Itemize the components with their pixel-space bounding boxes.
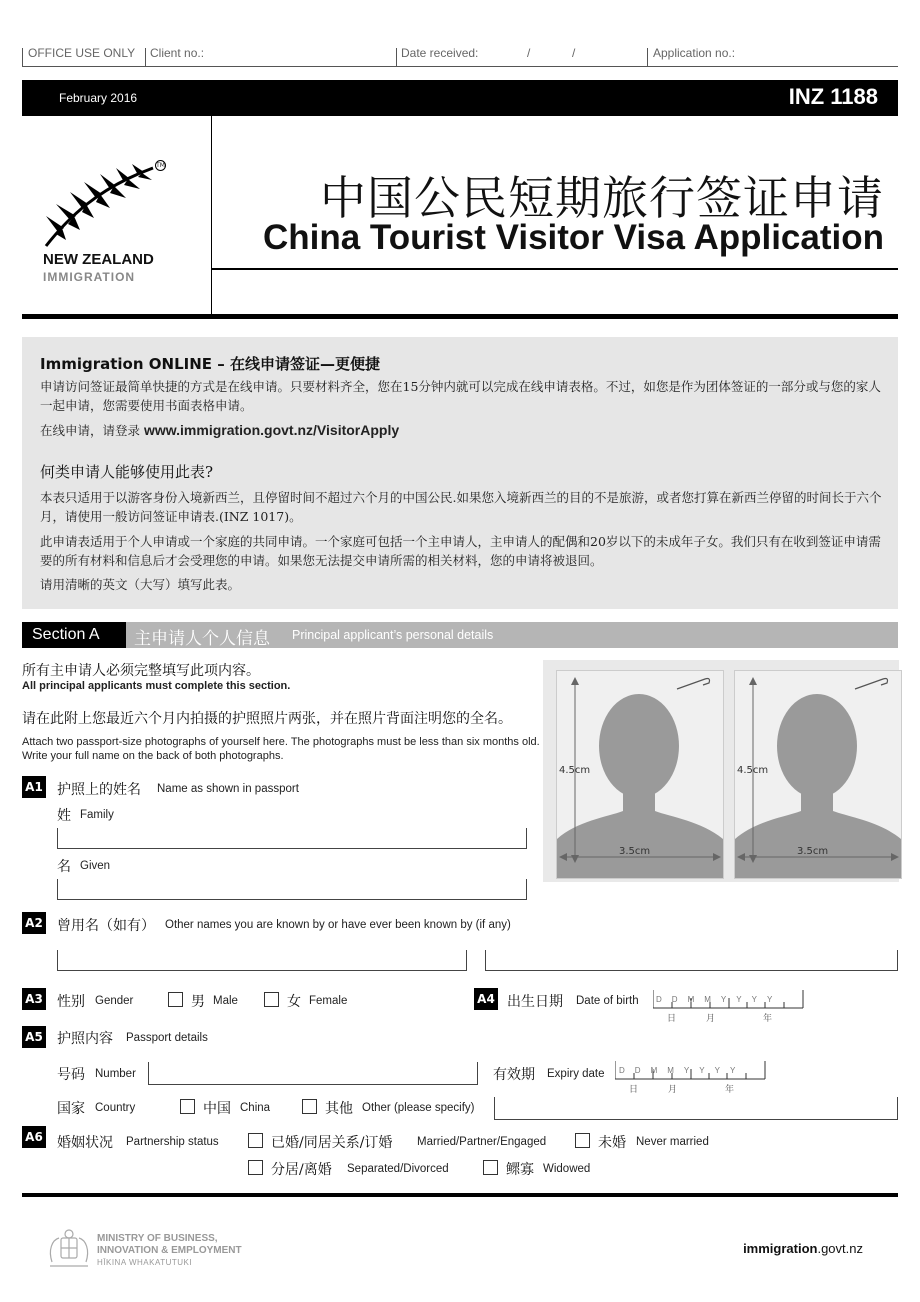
photo-height-label: 4.5cm xyxy=(737,765,769,776)
online-para-5: 请用清晰的英文（大写）填写此表。 xyxy=(40,577,241,592)
a2-label-cn: 曾用名（如有） xyxy=(57,918,155,934)
a3-label-en: Gender xyxy=(95,995,134,1007)
family-name-label-cn: 姓 xyxy=(57,808,71,824)
who-can-use-title: 何类申请人能够使用此表? xyxy=(40,463,214,481)
expiry-year-label: 年 xyxy=(725,1085,735,1095)
gender-male-label-en: Male xyxy=(213,995,238,1007)
section-intro-cn: 所有主申请人必须完整填写此项内容。 xyxy=(22,663,260,679)
office-use-underline xyxy=(22,66,898,67)
coat-of-arms-icon xyxy=(46,1228,92,1274)
passport-number-label-cn: 号码 xyxy=(57,1067,85,1083)
expiry-label-en: Expiry date xyxy=(547,1068,605,1080)
status-never-married-label-cn: 未婚 xyxy=(598,1135,626,1151)
photo-instructions-cn: 请在此附上您最近六个月内拍摄的护照照片两张，并在照片背面注明您的全名。 xyxy=(22,711,512,727)
gender-female-label-cn: 女 xyxy=(287,994,301,1010)
country-china-label-cn: 中国 xyxy=(203,1101,231,1117)
a6-label-cn: 婚姻状况 xyxy=(57,1135,113,1151)
country-label-en: Country xyxy=(95,1102,136,1114)
status-married-label-cn: 已婚/同居关系/订婚 xyxy=(271,1135,393,1151)
photo-width-label: 3.5cm xyxy=(619,846,651,857)
title-english: China Tourist Visitor Visa Application xyxy=(262,218,884,257)
family-name-input[interactable] xyxy=(57,828,527,849)
family-name-label-en: Family xyxy=(80,809,114,821)
status-married-label-en: Married/Partner/Engaged xyxy=(417,1136,547,1148)
photo-height-label: 4.5cm xyxy=(559,765,591,776)
country-other-checkbox[interactable] xyxy=(302,1099,317,1114)
date-separator: / xyxy=(527,46,531,60)
photo-width-label: 3.5cm xyxy=(797,846,829,857)
question-number-a6: A6 xyxy=(22,1126,46,1148)
country-china-label-en: China xyxy=(240,1102,271,1114)
dob-year-label: 年 xyxy=(763,1014,773,1024)
online-para-2 xyxy=(40,421,882,440)
section-a-label: Section A xyxy=(22,622,130,648)
a1-label-cn: 护照上的姓名 xyxy=(57,782,141,798)
passport-number-input[interactable] xyxy=(148,1062,478,1085)
dob-month-label: 月 xyxy=(706,1014,716,1024)
footer-site-rest: .govt.nz xyxy=(817,1241,863,1256)
section-a-title-en: Principal applicant’s personal details xyxy=(292,628,494,642)
online-title: Immigration ONLINE – 在线申请签证—更便捷 xyxy=(40,355,380,373)
gender-male-label-cn: 男 xyxy=(191,994,205,1010)
status-widowed-label-en: Widowed xyxy=(543,1163,591,1175)
trademark-mark: TM xyxy=(156,162,165,169)
question-number-a4: A4 xyxy=(474,988,498,1010)
online-info-box xyxy=(22,337,898,609)
ministry-line-3: HĪKINA WHAKATUTUKI xyxy=(97,1258,193,1267)
question-number-a1: A1 xyxy=(22,776,46,798)
section-a-header xyxy=(22,622,898,648)
ministry-line-2: INNOVATION & EMPLOYMENT xyxy=(97,1245,242,1256)
application-no-label: Application no.: xyxy=(653,46,736,60)
expiry-day-label: 日 xyxy=(629,1085,639,1095)
header-bar xyxy=(22,80,898,116)
country-label-cn: 国家 xyxy=(57,1101,85,1117)
question-number-a3: A3 xyxy=(22,988,46,1010)
photo-instructions-en: Attach two passport-size photographs of yourself here. The photographs must be less than six months old. Write your full name on the back of both photographs. xyxy=(22,736,540,762)
visitor-apply-link[interactable]: www.immigration.govt.nz/VisitorApply xyxy=(144,422,400,438)
dob-letters: DDMMYYYY xyxy=(656,995,783,1004)
ministry-line-1: MINISTRY OF BUSINESS, xyxy=(97,1233,218,1244)
a4-label-cn: 出生日期 xyxy=(507,994,563,1010)
header-divider xyxy=(22,314,898,319)
status-widowed-checkbox[interactable] xyxy=(483,1160,498,1175)
photo-placeholder-2[interactable] xyxy=(734,670,902,879)
question-number-a2: A2 xyxy=(22,912,46,934)
status-never-married-label-en: Never married xyxy=(636,1136,709,1148)
ministry-name xyxy=(97,1233,242,1269)
footer-site-bold: immigration xyxy=(743,1241,818,1256)
given-name-label-en: Given xyxy=(80,860,111,872)
question-number-a5: A5 xyxy=(22,1026,46,1048)
country-other-label-en: Other (please specify) xyxy=(362,1102,475,1114)
status-separated-label-cn: 分居/离婚 xyxy=(271,1162,332,1178)
status-separated-label-en: Separated/Divorced xyxy=(347,1163,449,1175)
online-para-2-prefix: 在线申请，请登录 xyxy=(40,423,141,438)
status-widowed-label-cn: 鳏寡 xyxy=(506,1162,534,1178)
a5-label-cn: 护照内容 xyxy=(57,1031,113,1047)
online-para-3: 本表只适用于以游客身份入境新西兰，且停留时间不超过六个月的中国公民.如果您入境新西兰的目的不是旅游，或者您打算在新西兰停留的时间长于六个月，请使用一般访问签证申请表.(INZ 1017)。 xyxy=(40,490,882,524)
online-para-1: 申请访问签证最简单快捷的方式是在线申请。只要材料齐全，您在15分钟内就可以完成在线申请表格。不过，如您是作为团体签证的一部分或与您的家人一起申请，您需要使用书面表格申请。 xyxy=(40,379,881,413)
section-intro-en: All principal applicants must complete this section. xyxy=(22,680,291,692)
expiry-label-cn: 有效期 xyxy=(493,1067,535,1083)
status-never-married-checkbox[interactable] xyxy=(575,1133,590,1148)
country-other-label-cn: 其他 xyxy=(325,1101,353,1117)
online-para-4: 此申请表适用于个人申请或一个家庭的共同申请。一个家庭可包括一个主申请人，主申请人的配偶和20岁以下的未成年子女。我们只有在收到签证申请需要的所有材料和信息后才会受理您的申请。如果您无法提交申请所需的相关材料，您的申请将被退回。 xyxy=(40,534,881,568)
footer-divider xyxy=(22,1193,898,1197)
expiry-month-label: 月 xyxy=(668,1085,678,1095)
office-use-label: OFFICE USE ONLY xyxy=(28,46,136,60)
other-name-input-2[interactable] xyxy=(485,950,898,971)
a5-label-en: Passport details xyxy=(126,1032,208,1044)
form-code: INZ 1188 xyxy=(788,84,878,109)
given-name-label-cn: 名 xyxy=(57,859,71,875)
title-chinese: 中国公民短期旅行签证申请 xyxy=(320,171,884,225)
status-married-checkbox[interactable] xyxy=(248,1133,263,1148)
gender-female-label-en: Female xyxy=(309,995,348,1007)
fern-logo-icon xyxy=(38,158,168,254)
a1-label-en: Name as shown in passport xyxy=(157,783,299,795)
form-date: February 2016 xyxy=(59,91,138,105)
logo-text-immigration: IMMIGRATION xyxy=(43,270,136,284)
a4-label-en: Date of birth xyxy=(576,995,639,1007)
given-name-input[interactable] xyxy=(57,879,527,900)
client-no-label: Client no.: xyxy=(150,46,205,60)
date-separator: / xyxy=(572,46,576,60)
other-name-input-1[interactable] xyxy=(57,950,467,971)
date-received-label: Date received: xyxy=(401,46,479,60)
a2-label-en: Other names you are known by or have ever been known by (if any) xyxy=(165,919,511,931)
passport-number-label-en: Number xyxy=(95,1068,136,1080)
photo-placeholder-1[interactable] xyxy=(556,670,724,879)
country-other-input[interactable] xyxy=(494,1097,898,1120)
expiry-letters: DDMMYYYY xyxy=(619,1066,746,1075)
gender-female-checkbox[interactable] xyxy=(264,992,279,1007)
a3-label-cn: 性别 xyxy=(57,994,85,1010)
status-separated-checkbox[interactable] xyxy=(248,1160,263,1175)
footer-website-link[interactable] xyxy=(743,1241,863,1256)
dob-day-label: 日 xyxy=(667,1014,677,1024)
a6-label-en: Partnership status xyxy=(126,1136,219,1148)
logo-text-new-zealand: NEW ZEALAND xyxy=(43,251,154,268)
gender-male-checkbox[interactable] xyxy=(168,992,183,1007)
country-china-checkbox[interactable] xyxy=(180,1099,195,1114)
section-a-title-cn: 主申请人个人信息 xyxy=(134,629,270,649)
